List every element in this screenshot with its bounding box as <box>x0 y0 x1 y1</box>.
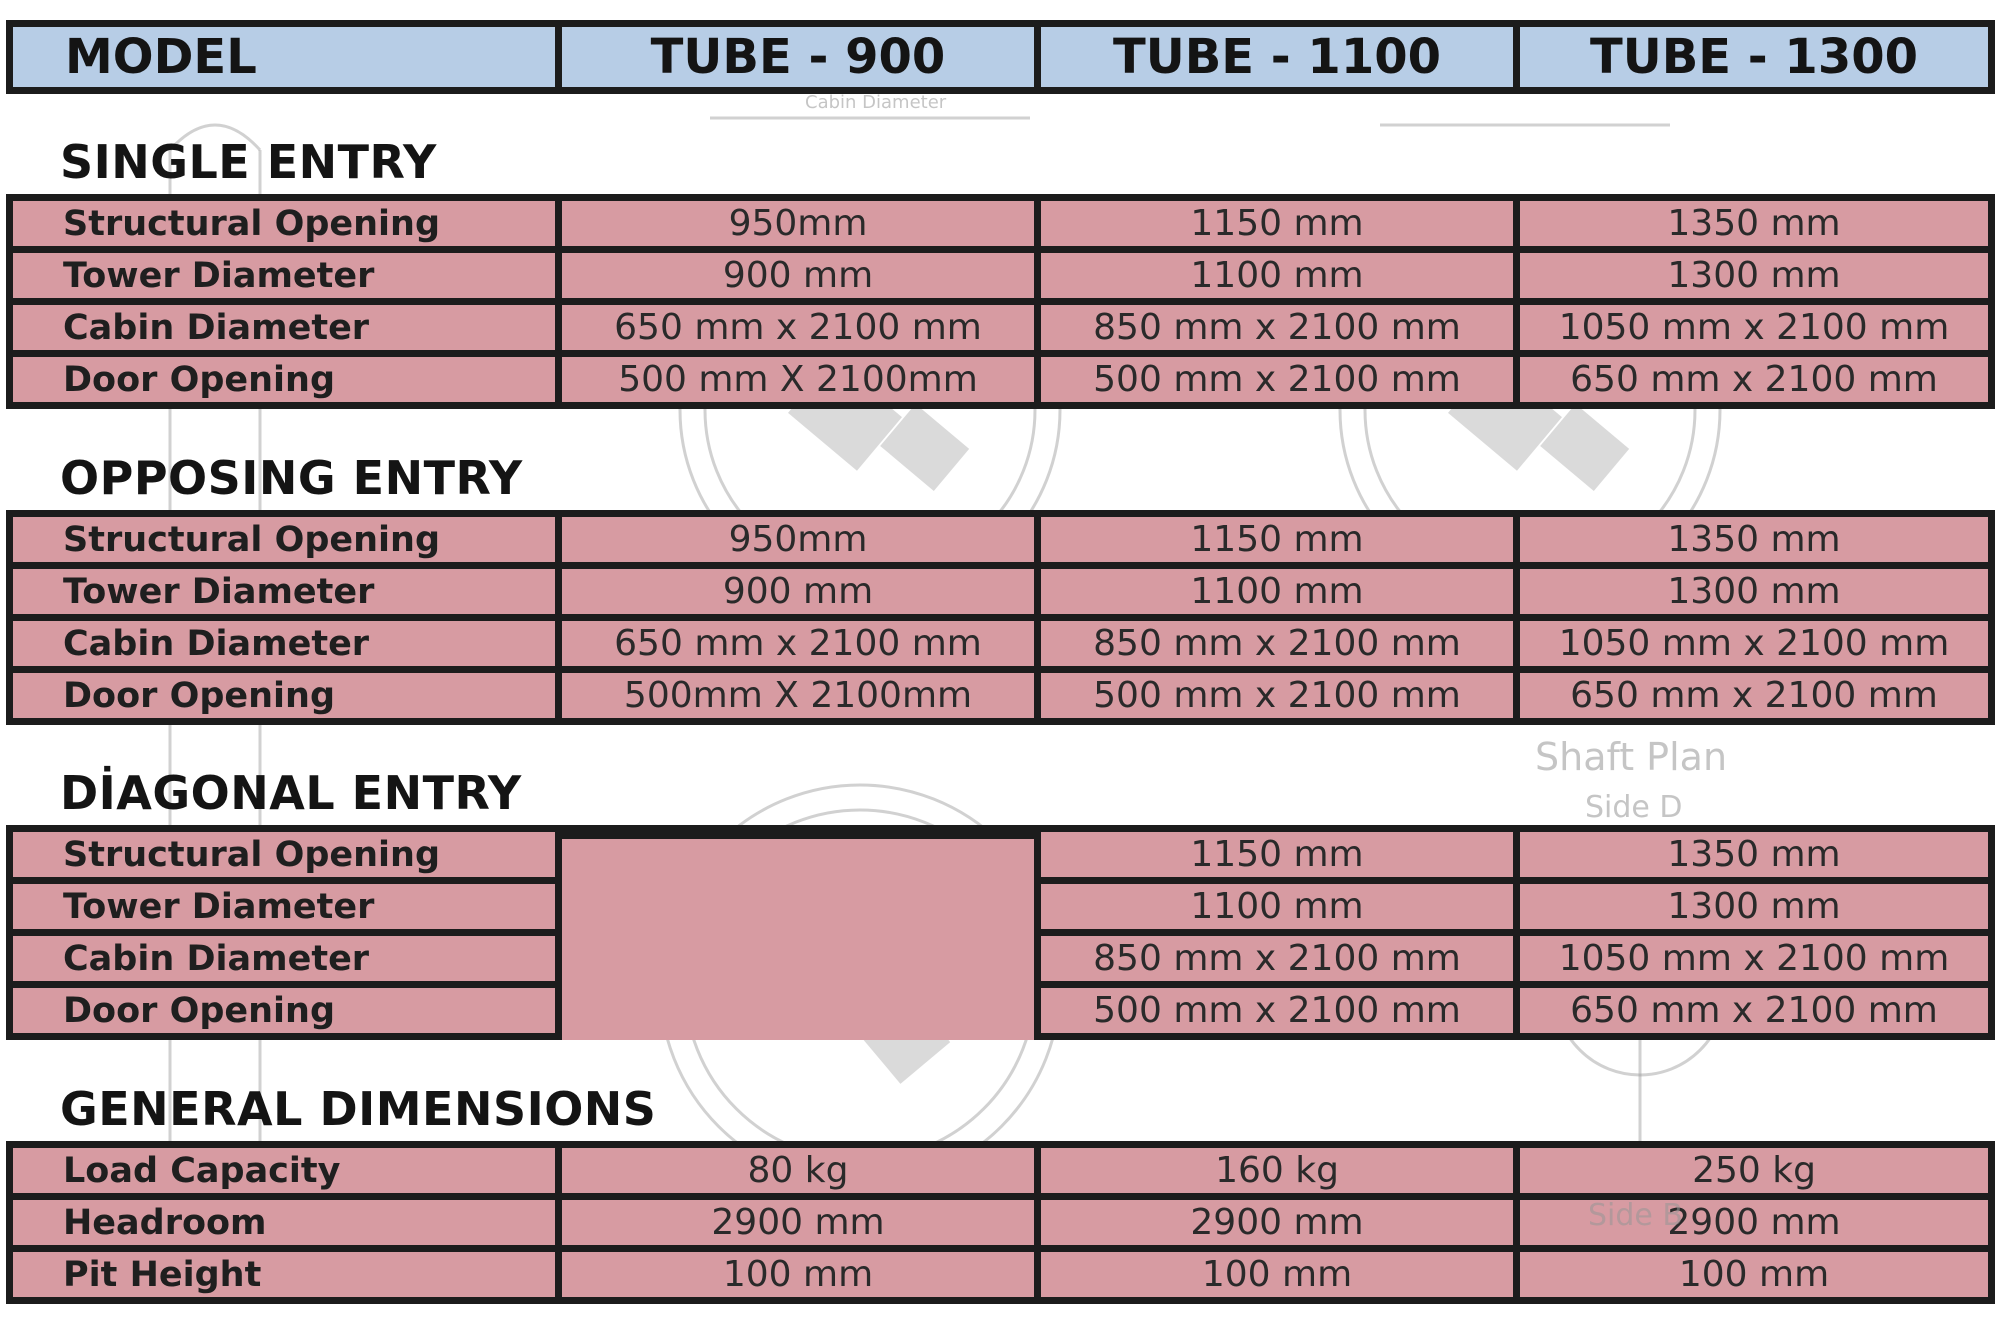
tube-1300-value: 100 mm <box>1520 1252 1988 1297</box>
opposing-entry-table <box>6 510 1995 725</box>
shaft-plan-watermark: Shaft Plan <box>1535 735 1728 779</box>
row-label: Load Capacity <box>13 1148 555 1193</box>
table-row <box>13 357 1988 402</box>
single-entry-title: SINGLE ENTRY <box>60 135 437 189</box>
tube-1300-value: 1350 mm <box>1520 201 1988 246</box>
table-row <box>13 673 1988 718</box>
table-row <box>13 1252 1988 1297</box>
tube-1100-value: 500 mm x 2100 mm <box>1041 988 1513 1033</box>
table-row <box>13 1200 1988 1245</box>
tube-1100-value: 160 kg <box>1041 1148 1513 1193</box>
tube-1100-value: 1100 mm <box>1041 569 1513 614</box>
tube-1100-value: 1150 mm <box>1041 517 1513 562</box>
table-row <box>13 621 1988 666</box>
table-row <box>13 201 1988 246</box>
table-row <box>13 253 1988 298</box>
general-dimensions-title: GENERAL DIMENSIONS <box>60 1082 657 1136</box>
tube-1100-value: 1100 mm <box>1041 884 1513 929</box>
row-label: Structural Opening <box>13 517 555 562</box>
tube-900-value: 950mm <box>562 201 1034 246</box>
tube-1100-value: 1150 mm <box>1041 832 1513 877</box>
tube-900-value: 500mm X 2100mm <box>562 673 1034 718</box>
tube-1300-header: TUBE - 1300 <box>1520 27 1988 87</box>
tube-900-value: 100 mm <box>562 1252 1034 1297</box>
tube-1100-value: 1100 mm <box>1041 253 1513 298</box>
row-label: Tower Diameter <box>13 884 555 929</box>
tube-1100-value: 850 mm x 2100 mm <box>1041 305 1513 350</box>
tube-900-value: 80 kg <box>562 1148 1034 1193</box>
tube-900-value: 650 mm x 2100 mm <box>562 305 1034 350</box>
model-header: MODEL <box>13 27 555 87</box>
tube-1300-value: 1300 mm <box>1520 569 1988 614</box>
row-label: Cabin Diameter <box>13 621 555 666</box>
tube-900-value: 650 mm x 2100 mm <box>562 621 1034 666</box>
tube-1300-value: 1350 mm <box>1520 517 1988 562</box>
tube-1300-value: 250 kg <box>1520 1148 1988 1193</box>
table-row <box>13 1148 1988 1193</box>
tube-1300-value: 1050 mm x 2100 mm <box>1520 305 1988 350</box>
row-label: Structural Opening <box>13 832 555 877</box>
row-label: Cabin Diameter <box>13 305 555 350</box>
cabin-diameter-watermark: Cabin Diameter <box>805 92 947 113</box>
tube-1300-value: 1300 mm <box>1520 253 1988 298</box>
row-label: Door Opening <box>13 988 555 1033</box>
single-entry-table <box>6 194 1995 409</box>
tube-900-value: 500 mm X 2100mm <box>562 357 1034 402</box>
tube-1300-value: 1050 mm x 2100 mm <box>1520 621 1988 666</box>
opposing-entry-title: OPPOSING ENTRY <box>60 451 523 505</box>
tube-900-value: 900 mm <box>562 569 1034 614</box>
row-label: Cabin Diameter <box>13 936 555 981</box>
row-label: Door Opening <box>13 673 555 718</box>
tube-1100-value: 500 mm x 2100 mm <box>1041 673 1513 718</box>
row-label: Tower Diameter <box>13 253 555 298</box>
diagonal-entry-table <box>6 825 1995 1040</box>
tube-1100-value: 850 mm x 2100 mm <box>1041 936 1513 981</box>
general-dimensions-table <box>6 1141 1995 1304</box>
tube-1100-value: 500 mm x 2100 mm <box>1041 357 1513 402</box>
tube-900-empty-merged-cell <box>562 839 1034 1040</box>
row-label: Structural Opening <box>13 201 555 246</box>
tube-1300-value: 650 mm x 2100 mm <box>1520 357 1988 402</box>
row-label: Tower Diameter <box>13 569 555 614</box>
table-row <box>13 517 1988 562</box>
tube-1100-value: 2900 mm <box>1041 1200 1513 1245</box>
row-label: Pit Height <box>13 1252 555 1297</box>
diagonal-entry-title: DİAGONAL ENTRY <box>60 766 522 820</box>
header-row <box>6 20 1995 94</box>
side-d-watermark: Side D <box>1585 790 1683 825</box>
tube-900-value: 950mm <box>562 517 1034 562</box>
tube-900-value: 900 mm <box>562 253 1034 298</box>
tube-1300-value: 650 mm x 2100 mm <box>1520 673 1988 718</box>
tube-1100-value: 1150 mm <box>1041 201 1513 246</box>
tube-1300-value: 2900 mm <box>1520 1200 1988 1245</box>
row-label: Headroom <box>13 1200 555 1245</box>
tube-1300-value: 1050 mm x 2100 mm <box>1520 936 1988 981</box>
tube-1100-header: TUBE - 1100 <box>1041 27 1513 87</box>
tube-900-value: 2900 mm <box>562 1200 1034 1245</box>
tube-900-header: TUBE - 900 <box>562 27 1034 87</box>
tube-1100-value: 850 mm x 2100 mm <box>1041 621 1513 666</box>
tube-1300-value: 1350 mm <box>1520 832 1988 877</box>
tube-1300-value: 650 mm x 2100 mm <box>1520 988 1988 1033</box>
table-row <box>13 305 1988 350</box>
row-label: Door Opening <box>13 357 555 402</box>
tube-1100-value: 100 mm <box>1041 1252 1513 1297</box>
table-row <box>13 569 1988 614</box>
side-b-watermark: Side B <box>1588 1198 1683 1233</box>
tube-1300-value: 1300 mm <box>1520 884 1988 929</box>
